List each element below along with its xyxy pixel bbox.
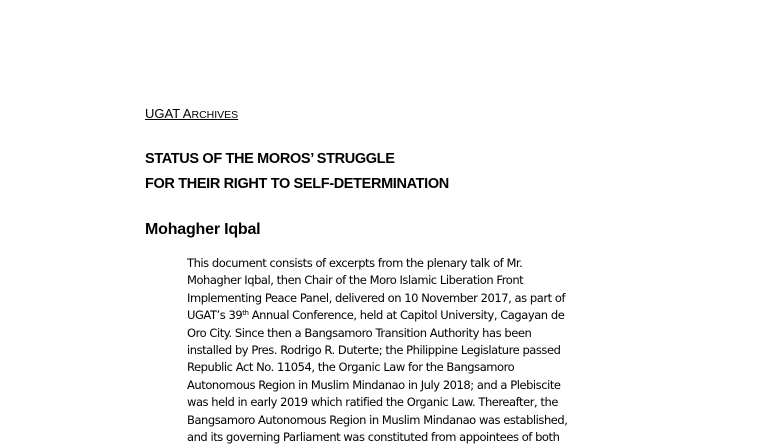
abstract-paragraph [187, 255, 607, 446]
abstract-line: Autonomous Region in Muslim Mindanao in July 2018; and a Plebiscite [187, 377, 561, 392]
abstract-line: installed by Pres. Rodrigo R. Duterte; the Philippine Legislature passed [187, 342, 561, 357]
ordinal-superscript: th [242, 309, 249, 318]
abstract-line: Implementing Peace Panel, delivered on 10 November 2017, as part of [187, 290, 566, 305]
abstract-line [187, 307, 607, 324]
abstract-text: UGAT’s 39 [187, 308, 243, 323]
abstract-line: Mohagher Iqbal, then Chair of the Moro Islamic Liberation Front [187, 273, 524, 288]
abstract-line: Republic Act No. 11054, the Organic Law for the Bangsamoro [187, 360, 515, 375]
article-title [145, 147, 449, 197]
series-header-initial: UGAT A [145, 106, 192, 121]
abstract-line: was held in early 2019 which ratified the Organic Law. Thereafter, the [187, 395, 558, 410]
series-header [145, 105, 238, 124]
series-header-smallcaps: RCHIVES [191, 109, 239, 121]
abstract-line: Oro City. Since then a Bangsamoro Transition Authority has been [187, 325, 532, 340]
author-name: Mohagher Iqbal [145, 221, 261, 238]
abstract-text: Annual Conference, held at Capitol University, Cagayan de [248, 308, 565, 323]
abstract-line: This document consists of excerpts from the plenary talk of Mr. [187, 256, 523, 270]
article-title-line-2: FOR THEIR RIGHT TO SELF-DETERMINATION [145, 176, 449, 192]
abstract-line: Bangsamoro Autonomous Region in Muslim Mindanao was established, [187, 412, 568, 427]
abstract-line: and its governing Parliament was constituted from appointees of both [187, 429, 560, 444]
article-title-line-1: STATUS OF THE MOROS’ STRUGGLE [145, 151, 395, 167]
